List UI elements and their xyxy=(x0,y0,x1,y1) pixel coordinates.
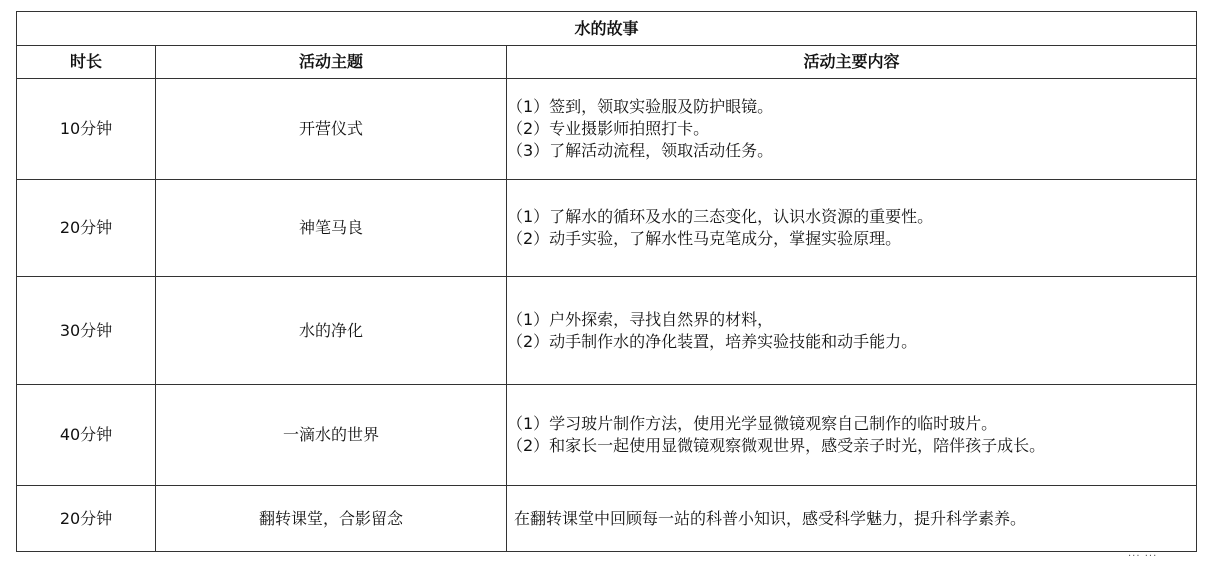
cell-theme: 开营仪式 xyxy=(156,79,507,180)
content-line: 在翻转课堂中回顾每一站的科普小知识，感受科学魅力，提升科学素养。 xyxy=(514,508,1027,528)
table-row xyxy=(17,79,1197,180)
header-duration: 时长 xyxy=(17,46,156,79)
cell-content xyxy=(507,486,1197,552)
cell-content xyxy=(507,79,1197,180)
table-header-row xyxy=(17,46,1197,79)
header-content: 活动主要内容 xyxy=(507,46,1197,79)
content-line: （3）了解活动流程，领取活动任务。 xyxy=(507,141,774,160)
content-line: （2）和家长一起使用显微镜观察微观世界，感受亲子时光，陪伴孩子成长。 xyxy=(507,436,1046,455)
cell-theme: 水的净化 xyxy=(156,277,507,385)
content-line: （2）专业摄影师拍照打卡。 xyxy=(507,119,710,138)
cell-theme: 一滴水的世界 xyxy=(156,385,507,486)
table-row xyxy=(17,277,1197,385)
content-line: （1）了解水的循环及水的三态变化，认识水资源的重要性。 xyxy=(507,207,934,226)
table-title: 水的故事 xyxy=(17,12,1197,46)
cell-content xyxy=(507,180,1197,277)
table-title-row xyxy=(17,12,1197,46)
cell-duration: 10分钟 xyxy=(17,79,156,180)
cell-content xyxy=(507,385,1197,486)
table-row xyxy=(17,180,1197,277)
table-row xyxy=(17,385,1197,486)
activity-schedule-table xyxy=(16,11,1197,552)
table-row xyxy=(17,486,1197,552)
content-line: （2）动手制作水的净化装置，培养实验技能和动手能力。 xyxy=(507,331,918,351)
cell-duration: 40分钟 xyxy=(17,385,156,486)
cell-theme: 神笔马良 xyxy=(156,180,507,277)
cell-duration: 20分钟 xyxy=(17,180,156,277)
content-line: （1）户外探索，寻找自然界的材料， xyxy=(507,309,774,329)
cell-duration: 20分钟 xyxy=(17,486,156,552)
content-line: （2）动手实验，了解水性马克笔成分，掌握实验原理。 xyxy=(507,229,902,248)
cell-duration: 30分钟 xyxy=(17,277,156,385)
header-theme: 活动主题 xyxy=(156,46,507,79)
cell-theme: 翻转课堂，合影留念 xyxy=(156,486,507,552)
cell-content xyxy=(507,277,1197,385)
footer-mark: ... ... xyxy=(1128,548,1158,559)
content-line: （1）签到，领取实验服及防护眼镜。 xyxy=(507,97,774,116)
content-line: （1）学习玻片制作方法，使用光学显微镜观察自己制作的临时玻片。 xyxy=(507,414,998,433)
